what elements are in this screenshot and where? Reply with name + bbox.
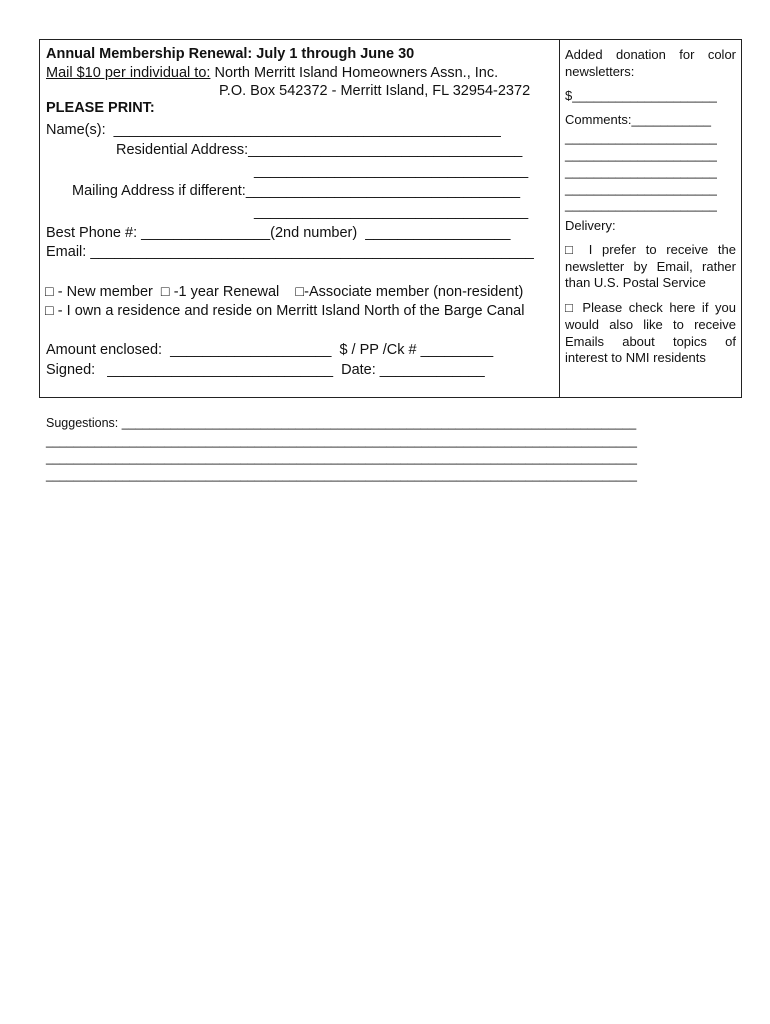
- email-preference-text-line3: than U.S. Postal Service: [565, 275, 706, 290]
- comment-line[interactable]: _____________________: [565, 130, 717, 145]
- comments-field[interactable]: Comments:___________: [565, 112, 711, 127]
- membership-type-checkboxes[interactable]: □ - New member □ -1 year Renewal □-Associate member (non-resident): [45, 284, 524, 300]
- topics-text-line2: would also like to receive: [565, 317, 736, 332]
- suggestions-line[interactable]: _____________________________________________________________________________________: [46, 451, 637, 465]
- mail-label: Mail $10 per individual to:: [46, 65, 211, 81]
- comment-line[interactable]: _____________________: [565, 197, 717, 212]
- mailing-address-field[interactable]: Mailing Address if different:__________________________________: [72, 183, 521, 199]
- donation-text-line2: newsletters:: [565, 64, 635, 79]
- amount-enclosed-field[interactable]: Amount enclosed: ____________________ $ / PP /Ck # _________: [46, 342, 494, 358]
- suggestions-field[interactable]: Suggestions: __________________________________________________________________________: [46, 416, 637, 430]
- comment-line[interactable]: _____________________: [565, 164, 717, 179]
- residence-checkbox[interactable]: □ - I own a residence and reside on Merritt Island North of the Barge Canal: [45, 303, 525, 319]
- form-title: Annual Membership Renewal: July 1 through June 30: [46, 46, 415, 62]
- residential-address-field[interactable]: Residential Address:__________________________________: [116, 142, 523, 158]
- delivery-heading: Delivery:: [565, 218, 616, 233]
- mail-address-line1: North Merritt Island Homeowners Assn., Inc.: [210, 65, 499, 81]
- donation-amount-field[interactable]: $____________________: [565, 88, 717, 103]
- email-field[interactable]: Email: _______________________________________________________: [46, 244, 534, 260]
- comment-line[interactable]: _____________________: [565, 181, 717, 196]
- email-preference-checkbox[interactable]: □ I prefer to receive the: [565, 242, 736, 257]
- comment-line[interactable]: _____________________: [565, 147, 717, 162]
- mail-instructions: [46, 66, 498, 81]
- names-field[interactable]: Name(s): ________________________________________________: [46, 122, 501, 138]
- suggestions-line[interactable]: _____________________________________________________________________________________: [46, 434, 637, 448]
- residential-address-line2-field[interactable]: __________________________________: [254, 163, 529, 179]
- topics-text-line3: Emails about topics of: [565, 334, 736, 349]
- mail-address-line2: P.O. Box 542372 - Merritt Island, FL 32954-2372: [219, 83, 531, 99]
- best-phone-field[interactable]: Best Phone #: ________________(2nd number) __________________: [46, 225, 511, 241]
- donation-text-line1: Added donation for color: [565, 47, 736, 62]
- suggestions-line[interactable]: _____________________________________________________________________________________: [46, 468, 637, 482]
- column-divider: [559, 40, 560, 397]
- signature-date-field[interactable]: Signed: ____________________________ Date: _____________: [46, 362, 485, 378]
- mailing-address-line2-field[interactable]: __________________________________: [254, 204, 529, 220]
- please-print-heading: PLEASE PRINT:: [46, 100, 155, 116]
- topics-checkbox[interactable]: □ Please check here if you: [565, 300, 736, 315]
- email-preference-text-line2: newsletter by Email, rather: [565, 259, 736, 274]
- topics-text-line4: interest to NMI residents: [565, 350, 706, 365]
